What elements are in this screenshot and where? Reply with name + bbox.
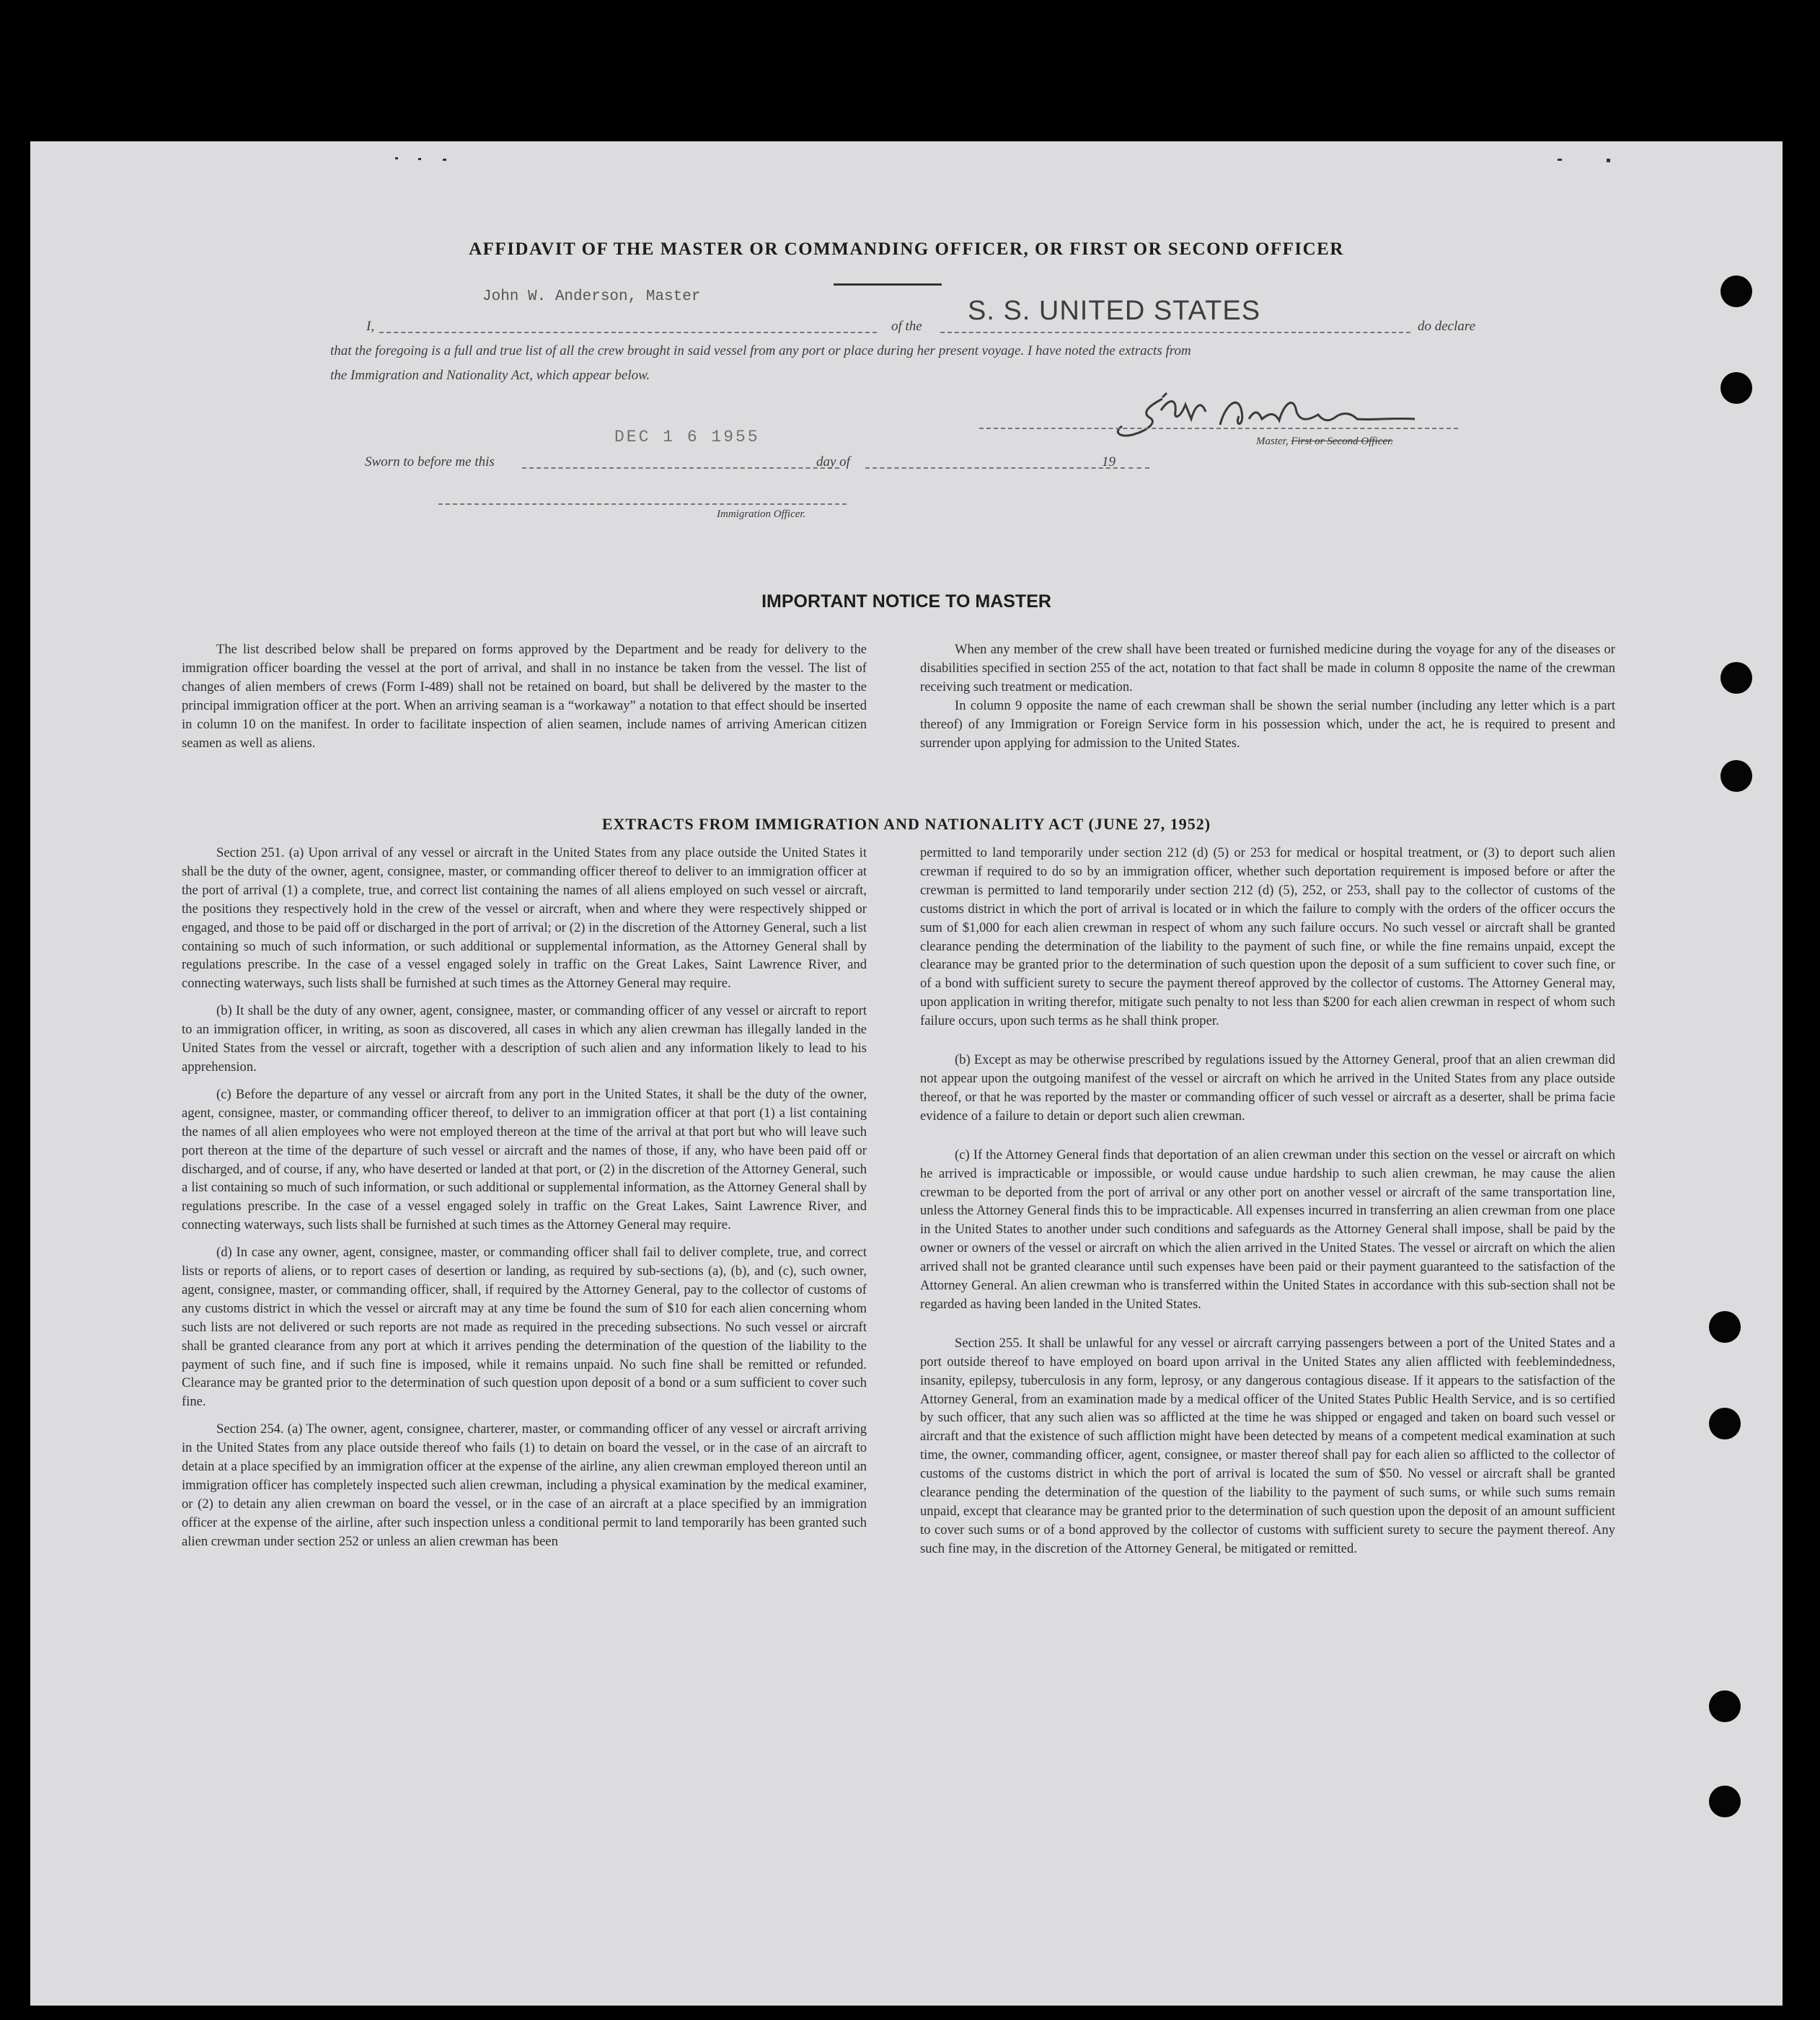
year-label: 19 [1102,454,1116,469]
affidavit-title: AFFIDAVIT OF THE MASTER OR COMMANDING OFFICER, OR FIRST OR SECOND OFFICER [469,239,1344,259]
signer-role [1256,436,1393,448]
section-251-a: Section 251. (a) Upon arrival of any vessel or aircraft in the United States from any place outside the United States it shall be the duty of the owner, agent, consignee, master, or commanding officer thereof to deliver to an immigration officer at the port of arrival (1) a complete, true, and correct list containing the names of all aliens employed on such vessel or aircraft, the positions they respectively hold in the crew of the vessel or aircraft, when and where they were respectively shipped or engaged, and those to be paid off or discharged in the port of arrival; or (2) in the discretion of the Attorney General, such a list containing so much of such information, or such additional or supplemental information, as the Attorney General shall by regulations prescribe. In the case of a vessel engaged solely in traffic on the Great Lakes, Saint Lawrence River, and connecting waterways, such lists shall be furnished at such times as the Attorney General may require. [182,845,867,992]
scan-speck [395,157,398,159]
punch-hole [1720,372,1752,404]
section-254-a-continued: permitted to land temporarily under section 212 (d) (5) or 253 for medical or hospital treatment, or (3) to deport such alien crewman if required to do so by an immigration officer, whether such deportation requirement is imposed before or after the crewman is permitted to land temporarily under section 212 (d) (5), 252, or 253, shall pay to the collector of customs of the customs district in which the port of arrival is located or in which the failure to comply with the orders of the officer occurs the sum of $1,000 for each alien crewman in respect of whom any such failure occurs. No such vessel or aircraft shall be granted clearance pending the determination of the liability to the payment of such fine, or while the fine remains unpaid, except the clearance may be granted prior to the determination of such question upon the deposit of a sum sufficient to cover such fine, or of a bond with sufficient surety to secure the payment thereof approved by the collector of customs. The Attorney General may, upon application in writing therefor, mitigate such penalty to not less than $200 for each alien crewman in respect of whom such failure occurs, upon such terms as he shall think proper. [920,845,1615,1029]
date-stamp: DEC 1 6 1955 [614,428,760,446]
punch-hole [1720,760,1752,792]
extracts-title: EXTRACTS FROM IMMIGRATION AND NATIONALITY ACT (JUNE 27, 1952) [601,815,1211,833]
notice-left-column [182,640,867,752]
day-line [522,467,839,469]
title-divider [834,283,942,286]
section-255: Section 255. It shall be unlawful for any vessel or aircraft carrying passengers between a port of the United States and a port outside thereof to have employed on board upon arrival in the United States any alien afflicted with feeblemindedness, insanity, epilepsy, tuberculosis in any form, leprosy, or any dangerous contagious disease. If it appears to the satisfaction of the Attorney General, from an examination made by a medical officer of the United States Public Health Service, and is so certified by such officer, that any such alien was so afflicted at the time he was shipped or engaged and taken on board such vessel or aircraft and that the existence of such affliction might have been detected by means of a competent medical examination at such time, the owner, commanding officer, agent, consignee, or master thereof shall pay for each alien so afflicted to the collector of customs of the customs district in which the port of arrival is located the sum of $50. No vessel or aircraft shall be granted clearance pending the determination of the question of the liability to the payment of such sums, or while such sums remain unpaid, except that clearance may be granted prior to the determination of such question upon the deposit of an amount sufficient to cover such sums or of a bond approved by the collector of customs with sufficient surety to secure the payment thereof. Any such fine may, in the discretion of the Attorney General, be mitigated or remitted. [920,1335,1615,1556]
document-page [30,141,1783,2006]
role-struck-officer: First or Second Officer. [1291,436,1393,447]
day-of-label: day of [816,454,850,469]
sworn-label: Sworn to before me this [365,454,495,469]
notice-paragraph-serial: In column 9 opposite the name of each crewman shall be shown the serial number (including any letter which is a part thereof) of any Immigration or Foreign Service form in his possession which, under the act, he is required to present and surrender upon applying for admission to the United States. [920,697,1615,751]
punch-hole [1709,1690,1741,1722]
section-251-b: (b) It shall be the duty of any owner, agent, consignee, master, or commanding officer of any vessel or aircraft to report to an immigration officer, in writing, as soon as discovered, all cases in which any alien crewman has illegally landed in the United States from the vessel or aircraft, together with a description of such alien and any information likely to lead to his apprehension. [182,1003,867,1075]
immigration-officer-label: Immigration Officer. [717,508,806,520]
vessel-line [940,332,1410,333]
section-254-a: Section 254. (a) The owner, agent, consignee, charterer, master, or commanding officer of any vessel or aircraft arriving in the United States from any place outside thereof who fails (1) to detain on board the vessel, or in the case of an aircraft to detain at a place specified by an immigration officer at the expense of the airline, any alien crewman employed thereon until an immigration officer has completely inspected such alien crewman, including a physical examination by the medical examiner, or (2) to detain any alien crewman on board the vessel, or in the case of an aircraft at a place specified by an immigration officer at the expense of the airline, after such inspection unless a conditional permit to land temporarily has been granted such alien crewman under section 252 or unless an alien crewman has been [182,1421,867,1549]
section-254-c: (c) If the Attorney General finds that deportation of an alien crewman under this section on the vessel or aircraft on which he arrived is impracticable or impossible, or would cause undue hardship to such alien crewman, he may cause the alien crewman to be deported from the port of arrival or any other port on another vessel or aircraft of the same transportation line, unless the Attorney General finds this to be impracticable. All expenses incurred in transferring an alien crewman from one place in the United States to another under such conditions and safeguards as the Attorney General shall impose, shall be paid by the owner or owners of the vessel or aircraft on which the alien arrived in the United States. The vessel or aircraft on which the alien arrived shall not be granted clearance until such expenses have been paid or their payment guaranteed to the satisfaction of the Attorney General. An alien crewman who is transferred within the United States in accordance with this sub-section shall not be regarded as having been landed in the United States. [920,1147,1615,1312]
scan-speck [418,158,421,160]
extracts-right-column [920,844,1615,1558]
punch-hole [1709,1408,1741,1439]
immigration-officer-line [438,503,847,505]
i-label: I, [366,319,375,334]
section-251-c: (c) Before the departure of any vessel or aircraft from any port in the United States, it shall be the duty of the owner, agent, consignee, master, or commanding officer thereof, to deliver to an immigration officer at that port (1) a list containing the names of all alien employees who were not employed thereon at the time of the arrival at that port but who will leave such port thereon at the time of the departure of such vessel or aircraft and the names of those, if any, who have been paid off or discharged, and of course, if any, who have deserted or landed at that port, or (2) in the discretion of the Attorney General, such a list containing so much of such information, or such additional or supplemental information, as the Attorney General shall by regulations prescribe. In the case of a vessel engaged solely in traffic on the Great Lakes, Saint Lawrence River, and connecting waterways, such lists shall be furnished at such times as the Attorney General may require. [182,1086,867,1233]
declarant-name: John W. Anderson, Master [482,288,701,305]
punch-hole [1720,275,1752,307]
punch-hole [1709,1311,1741,1343]
notice-paragraph-medical: When any member of the crew shall have been treated or furnished medicine during the voyage for any of the diseases or disabilities specified in section 255 of the act, notation to that fact shall be made in column 8 opposite the name of the crewman receiving such treatment or medication. [920,642,1615,694]
extracts-left-column [182,844,867,1551]
role-master: Master, [1256,436,1289,447]
scan-speck [1607,159,1610,162]
of-the-label: of the [891,319,922,334]
do-declare-label: do declare [1418,319,1476,334]
notice-paragraph: The list described below shall be prepared on forms approved by the Department and be ready for delivery to the immigration officer boarding the vessel at the port of arrival, and shall in no instance be taken from the vessel. The list of changes of alien members of crews (Form I-489) shall not be retained on board, but shall be delivered by the master to the principal immigration officer at the port. When an arriving seaman is a “workaway” a notation to that effect should be inserted in column 10 on the manifest. In order to facilitate inspection of alien seamen, include names of arriving American citizen seamen as well as aliens. [182,642,867,751]
master-signature [1097,390,1472,442]
section-251-d: (d) In case any owner, agent, consignee, master, or commanding officer shall fail to deliver complete, true, and correct lists or reports of aliens, or to report cases of desertion or landing, as required by sub-sections (a), (b), and (c), such owner, agent, consignee, master, or commanding officer, shall, if required by the Attorney General, pay to the collector of customs of any customs district in which the vessel or aircraft may at any time be found the sum of $10 for each alien concerning whom such lists are not delivered or such reports are not made as required in the preceding subsections. No such vessel or aircraft shall be granted clearance from any port at which it arrives pending the determination of the question of the liability to the payment of such fine, and if such fine is imposed, while it remains unpaid. No such fine shall be remitted or refunded. Clearance may be granted prior to the determination of such question upon deposit of a bond or a sum sufficient to cover such fine. [182,1245,867,1410]
notice-title: IMPORTANT NOTICE TO MASTER [761,591,1051,612]
notice-right-column [920,640,1615,752]
vessel-name: S. S. UNITED STATES [968,296,1261,326]
declarant-line [379,332,877,333]
declaration-line-1: that the foregoing is a full and true list of all the crew brought in said vessel from any port or place during her present voyage. I have noted the extracts from [330,343,1191,358]
punch-hole [1720,662,1752,694]
signature-line [979,428,1458,429]
section-254-b: (b) Except as may be otherwise prescribed by regulations issued by the Attorney General, proof that an alien crewman did not appear upon the outgoing manifest of the vessel or aircraft on which he arrived in the United States from any place outside thereof, or that he was reported by the master or commanding officer of such vessel or aircraft as a deserter, shall be prima facie evidence of a failure to detain or deport such alien crewman. [920,1052,1615,1124]
month-line [865,467,1125,469]
scan-speck [443,159,446,161]
scan-speck [1558,159,1562,161]
year-line [1121,467,1149,469]
punch-hole [1709,1786,1741,1817]
declaration-line-2: the Immigration and Nationality Act, which appear below. [330,368,650,383]
